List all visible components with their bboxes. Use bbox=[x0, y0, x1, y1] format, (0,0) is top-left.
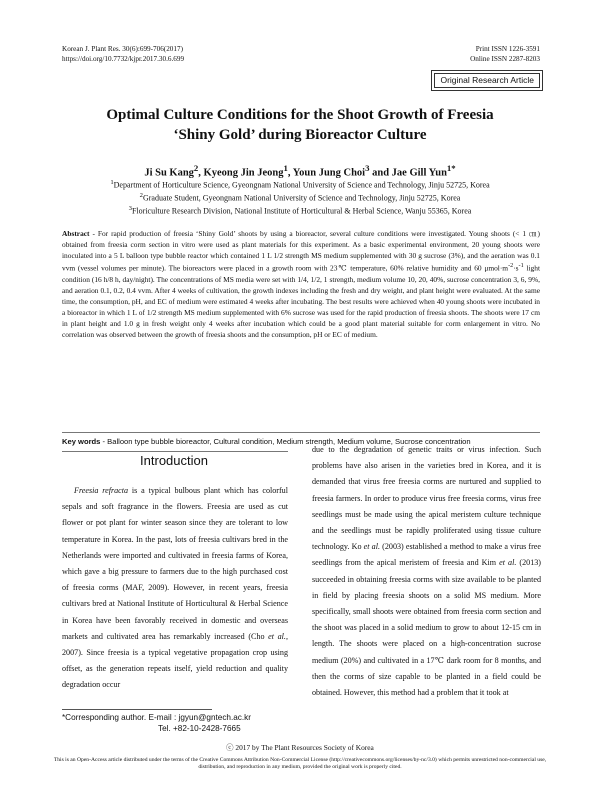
affiliation-2: $^2$Graduate Student, Gyeongnam National University of Science and Technology, Jinju 52725, Korea bbox=[139, 192, 461, 203]
corresponding-phone: Tel. +82-10-2428-7665 bbox=[158, 724, 241, 733]
article-type-badge: Original Research Article bbox=[434, 73, 540, 88]
author-separator: and bbox=[369, 167, 392, 179]
author-affil-mark: 2 bbox=[193, 163, 199, 173]
title-line-2: ‘Shiny Gold’ during Bioreactor Culture bbox=[173, 127, 427, 143]
author-list bbox=[60, 162, 540, 180]
corresponding-email[interactable]: *Corresponding author. E-mail : jgyun@gntech.ac.kr bbox=[62, 713, 251, 722]
corresponding-author bbox=[62, 712, 288, 734]
divider bbox=[62, 432, 540, 433]
section-heading-introduction: Introduction bbox=[140, 453, 208, 468]
paper-title bbox=[60, 105, 540, 145]
print-issn: Print ISSN 1226-3591 bbox=[475, 45, 540, 53]
affiliation-1: $^1$Department of Horticulture Science, Gyeongnam National University of Science and Technology, Jinju 52725, Korea bbox=[110, 179, 490, 190]
author-name: Kyeong Jin Jeong bbox=[203, 167, 284, 179]
author-separator: , bbox=[198, 167, 204, 179]
affiliations bbox=[60, 178, 540, 217]
author-affil-mark: 1 bbox=[283, 163, 288, 173]
divider bbox=[62, 451, 288, 452]
author-separator: , bbox=[287, 167, 293, 179]
affiliation-3: $^3$Floriculture Research Division, National Institute of Horticultural & Herbal Science, Wanju 55365, Korea bbox=[128, 205, 472, 216]
author-affil-mark: 1* bbox=[446, 163, 456, 173]
journal-citation bbox=[62, 45, 184, 64]
introduction-right-column: due to the degradation of genetic traits or virus infection. Such problems have also arisen in the varieties bred in Korea, and it is demanded that virus free freesia corms are nurtured and supplied to freesia farmers. In order to produce virus free freesia corms, virus free seedlings must be made using the apical meristem culture technique and the seedlings must be rapidly proliferated using tissue culture technology. Ko et al. (2003) established a method to make a virus free seedlings from the apical meristem of freesia and Kim et al. (2013) succeeded in obtaining freesia corms with size available to be planted in field by placing freesia shoots on a solid MS medium. More specifically, small shoots were obtained from freesia corm section and the shoot was placed in a solid medium to grow to about 12-15 cm in length. The shoots were placed on a high-concentration sucrose medium (20%) and cultivated in a 17℃ dark room for 8 months, and then the corms of size capable to be planted in a field could be obtained. However, this method had a problem that it took at bbox=[312, 445, 541, 698]
title-line-1: Optimal Culture Conditions for the Shoot Growth of Freesia bbox=[106, 107, 494, 123]
issn-block bbox=[470, 45, 540, 64]
author-affil-mark: 3 bbox=[365, 163, 370, 173]
author-name: Youn Jung Choi bbox=[292, 167, 366, 179]
journal-volume: Korean J. Plant Res. 30(6):699-706(2017) bbox=[62, 45, 183, 53]
keywords-label: Key words bbox=[62, 437, 101, 446]
abstract: Abstract - For rapid production of freesia ‘Shiny Gold’ shoots by using a bioreactor, several culture conditions were investigated. Young shoots (< 1 ㎝) obtained from freesia corm section in vitro were used as plant materials for this experiment. As a basic experimental environment, 20 young shoots were inoculated into a 5 L balloon type bubble reactor which contained 1 L 1/2 strength MS medium supplemented with 30 g sucrose (3%), and the aeration was 0.1 vvm (vessel volumes per minute). The bioreactors were placed in a growth room with 23℃ temperature, 60% relative humidity and 60 $\mu mol\cdot m^{-2}\cdot s^{-1}$ light condition (16 h/8 h, day/night). The concentrations of MS media were set with 1/4, 1/2, 1 strength, medium volume 10, 20, 40%, sucrose concentration 3, 6, 9%, and aeration 0.1, 0.2, 0.4 vvm. After 4 weeks of cultivation, the growth indexes including the fresh and dry weight, and plant height were evaluated. At the same time, the consumption, pH, and EC of medium were estimated 4 weeks after incubating. The best results were achieved when 40 young shoots were incubated in a bioreactor in which 1 L of 1/2 strength MS medium supplemented with 6% sucrose was used for the rapid production of freesia shoots. The shoots were 17 cm in plant height and 1.0 g in fresh weight only 4 weeks after incubation which could be a good plant material suitable for corm enlargement in vitro. No correlation was observed between the growth of freesia shoots and the consumption, pH or EC of medium. bbox=[62, 229, 540, 340]
footnote-divider bbox=[62, 709, 212, 710]
copyright-notice: ⓒ 2017 by The Plant Resources Society of Korea bbox=[226, 743, 374, 752]
introduction-left-column: Freesia refracta is a typical bulbous plant which has colorful sepals and soft fragrance in the flowers. Freesia are used as cut flower or pot plant for winter season since they are tolerant to low temperature in Korea. In the past, lots of freesia cultivars bred in the Netherlands were imported and cultivated in freesia farms of Korea, which gave a big pressure to farmers due to the high purchased cost of freesia corms (MAF, 2009). However, in recent years, freesia cultivars bred at National Institute of Horticultural & Herbal Science in Korea have been favorably received in domestic and overseas markets and cultivated area has remarkably increased (Cho et al., 2007). Since freesia is a typical vegetative propagation crop using offset, as the generation repeats itself, yield reduction and quality degradation occur bbox=[62, 486, 288, 690]
online-issn: Online ISSN 2287-8203 bbox=[470, 54, 540, 63]
abstract-label: Abstract bbox=[62, 229, 90, 238]
author-name: Jae Gill Yun bbox=[391, 167, 447, 179]
keywords: Key words - Balloon type bubble bioreactor, Cultural condition, Medium strength, Medium volume, Sucrose concentration bbox=[62, 437, 471, 446]
author-name: Ji Su Kang bbox=[144, 167, 194, 179]
license-notice: This is an Open-Access article distributed under the terms of the Creative Commons Attribution Non-Commercial License (http://creativecommons.org/licenses/by-nc/3.0) which permits unrestricted non-commercial use, distribution, and reproduction in any medium, provided the original work is properly cited. bbox=[53, 757, 547, 771]
doi-link[interactable]: https://doi.org/10.7732/kjpr.2017.30.6.699 bbox=[62, 54, 185, 63]
